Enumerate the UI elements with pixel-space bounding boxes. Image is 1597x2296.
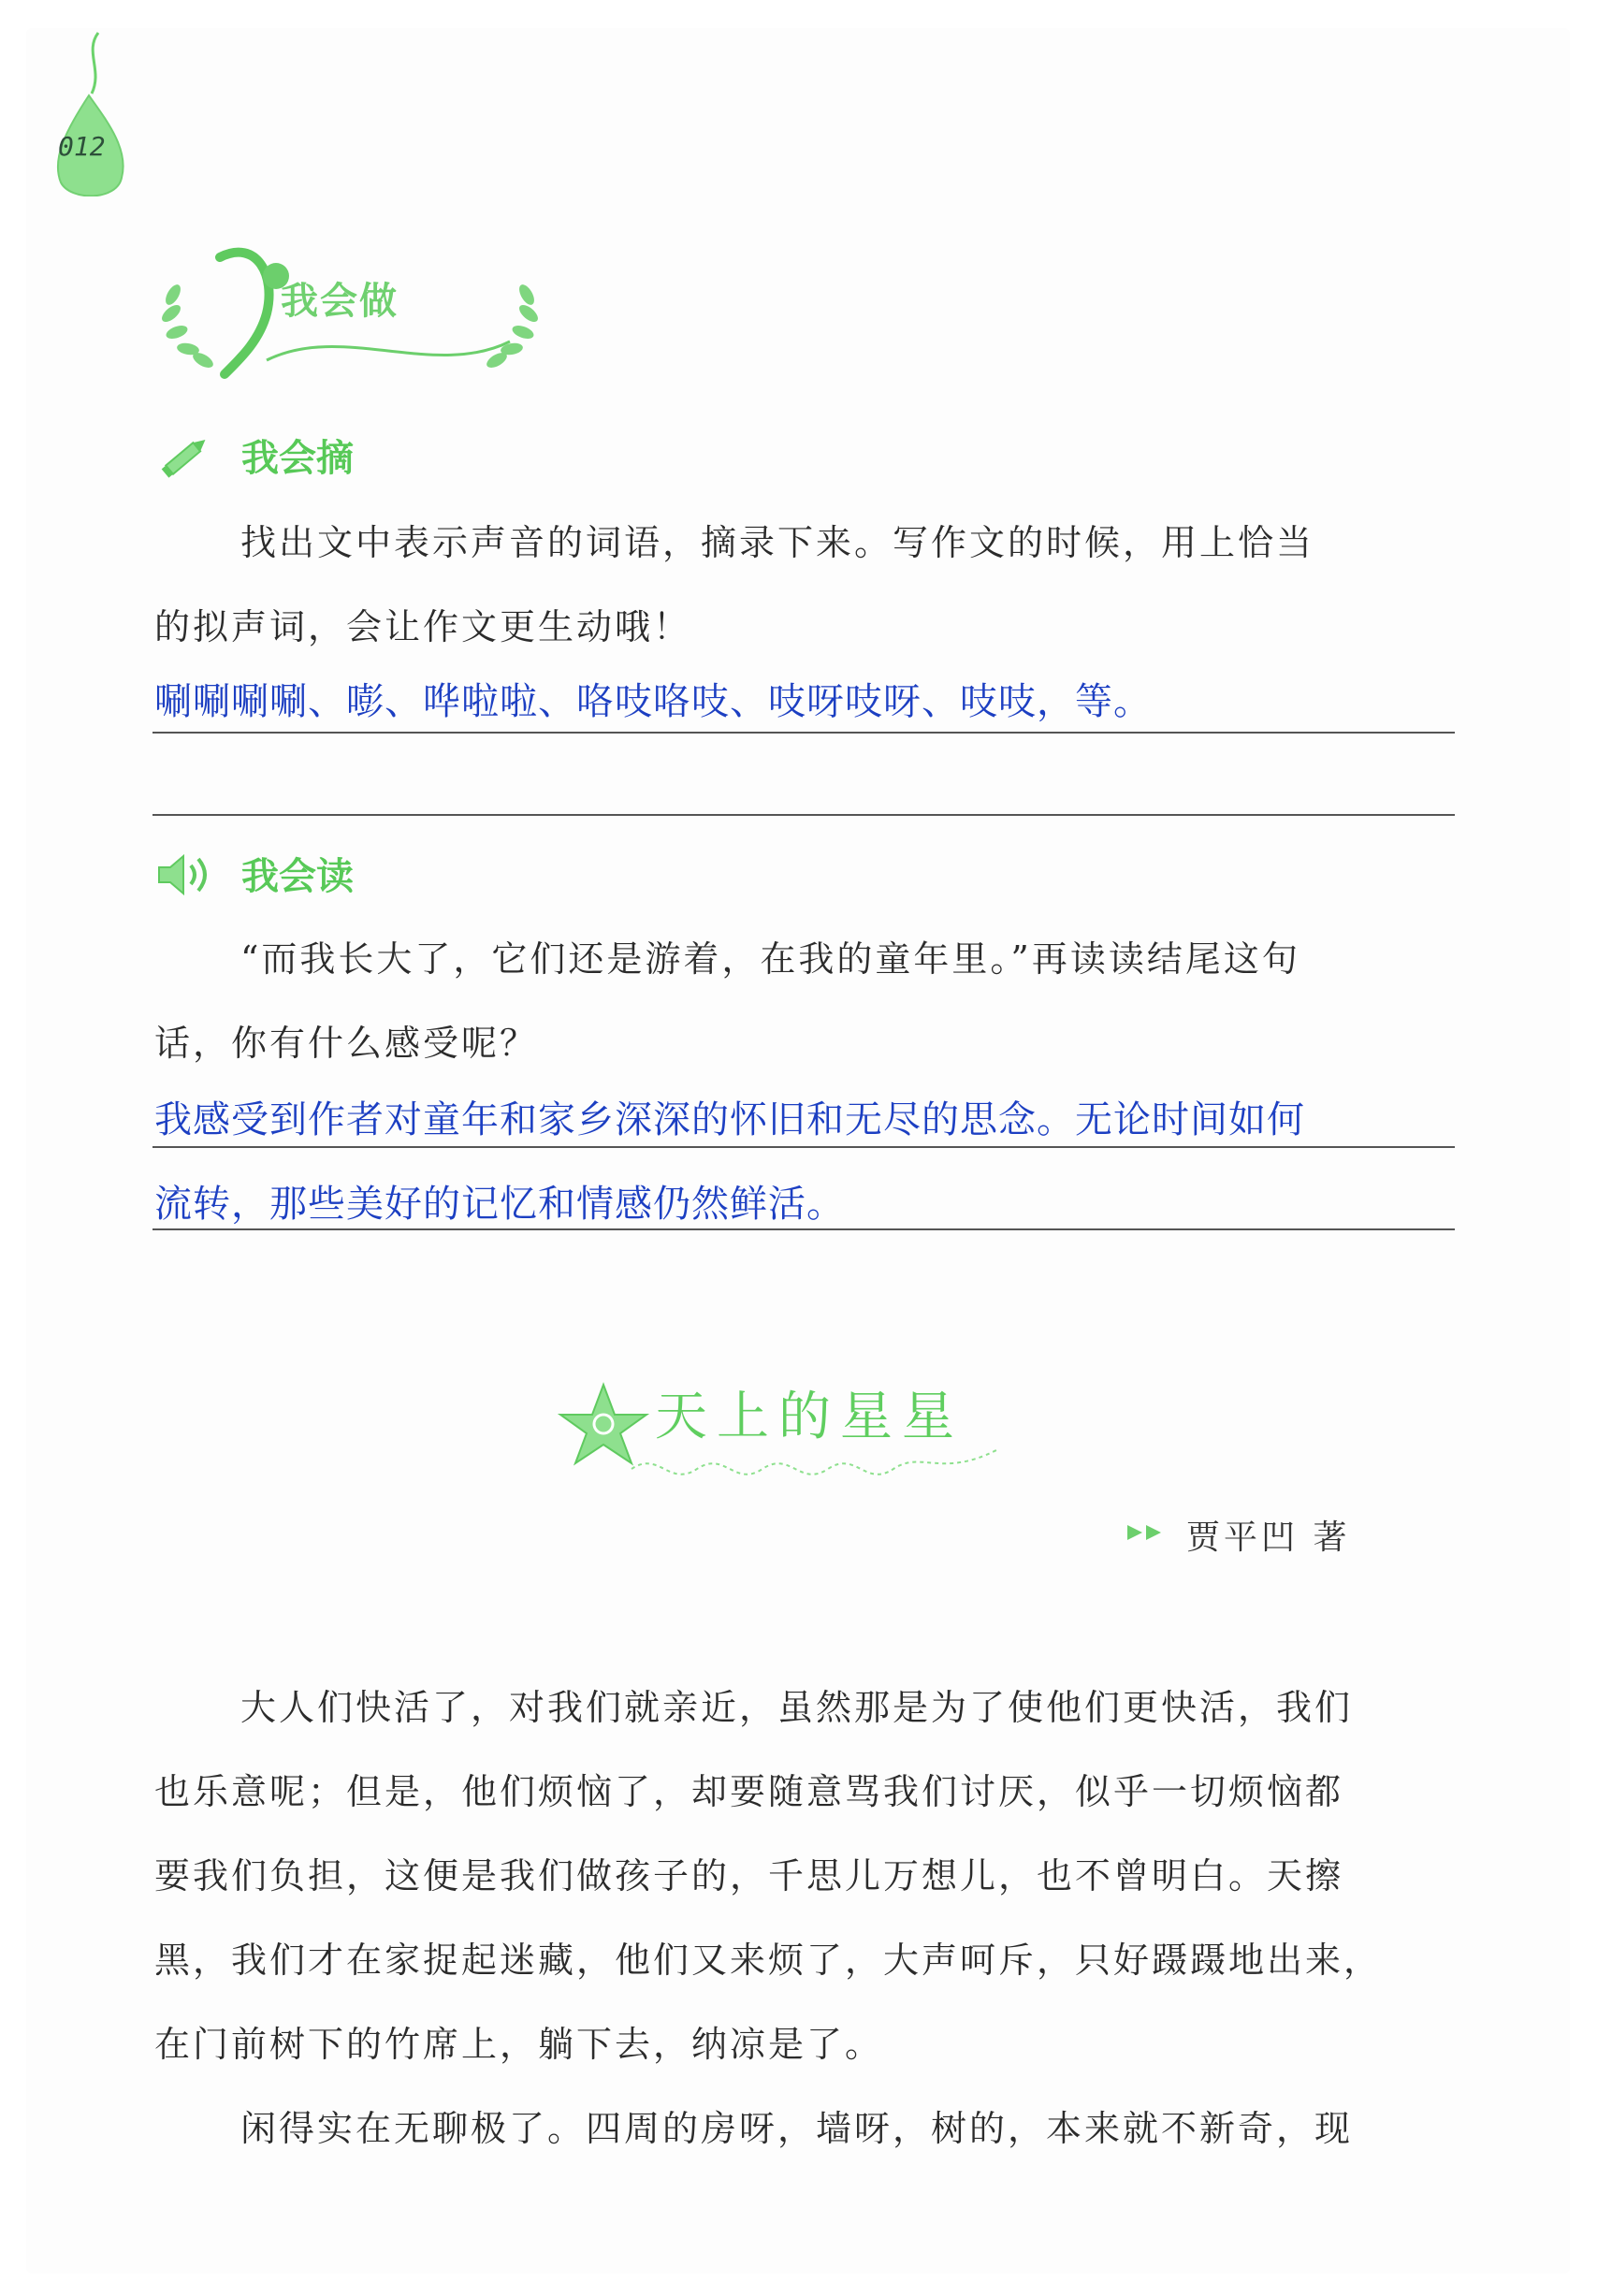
answer-line xyxy=(152,1228,1455,1230)
excerpt-prompt-line2: 的拟声词，会让作文更生动哦！ xyxy=(154,606,692,647)
double-arrow-icon xyxy=(1127,1522,1174,1547)
section-heading-read: 我会读 xyxy=(241,855,354,898)
article-para1-line5: 在门前树下的竹席上，躺下去，纳凉是了。 xyxy=(154,2024,884,2065)
excerpt-prompt-line1: 找出文中表示声音的词语，摘录下来。写作文的时候，用上恰当 xyxy=(240,522,1315,563)
banner-label: 我会做 xyxy=(281,280,399,323)
answer-line xyxy=(152,732,1455,734)
article-para1-line1: 大人们快活了，对我们就亲近，虽然那是为了使他们更快活，我们 xyxy=(240,1687,1354,1728)
answer-line xyxy=(152,1146,1455,1148)
speaker-icon xyxy=(155,851,215,902)
article-author: 贾平凹 著 xyxy=(1186,1519,1351,1557)
excerpt-answer: 唰唰唰唰、嘭、哗啦啦、咯吱咯吱、吱呀吱呀、吱吱，等。 xyxy=(154,680,1152,723)
article-para1-line3: 要我们负担，这便是我们做孩子的，千思儿万想儿，也不曾明白。天擦 xyxy=(154,1855,1344,1896)
article-para1-line2: 也乐意呢；但是，他们烦恼了，却要随意骂我们讨厌，似乎一切烦恼都 xyxy=(154,1771,1344,1812)
read-answer-line2: 流转，那些美好的记忆和情感仍然鲜活。 xyxy=(154,1183,845,1226)
read-answer-line1: 我感受到作者对童年和家乡深深的怀旧和无尽的思念。无论时间如何 xyxy=(154,1098,1305,1141)
read-prompt-line1: “而我长大了，它们还是游着，在我的童年里。”再读读结尾这句 xyxy=(240,938,1300,980)
read-prompt-line2: 话，你有什么感受呢？ xyxy=(154,1023,539,1064)
answer-line xyxy=(152,814,1455,816)
pencil-icon xyxy=(157,429,213,488)
article-title: 天上的星星 xyxy=(655,1387,964,1447)
article-para2-line1: 闲得实在无聊极了。四周的房呀，墙呀，树的，本来就不新奇，现 xyxy=(240,2108,1354,2149)
section-heading-excerpt: 我会摘 xyxy=(241,437,354,480)
article-para1-line4: 黑，我们才在家捉起迷藏，他们又来烦了，大声呵斥，只好蹑蹑地出来， xyxy=(154,1940,1383,1981)
page-number: 012 xyxy=(58,131,106,162)
page-drop-icon xyxy=(47,28,131,196)
